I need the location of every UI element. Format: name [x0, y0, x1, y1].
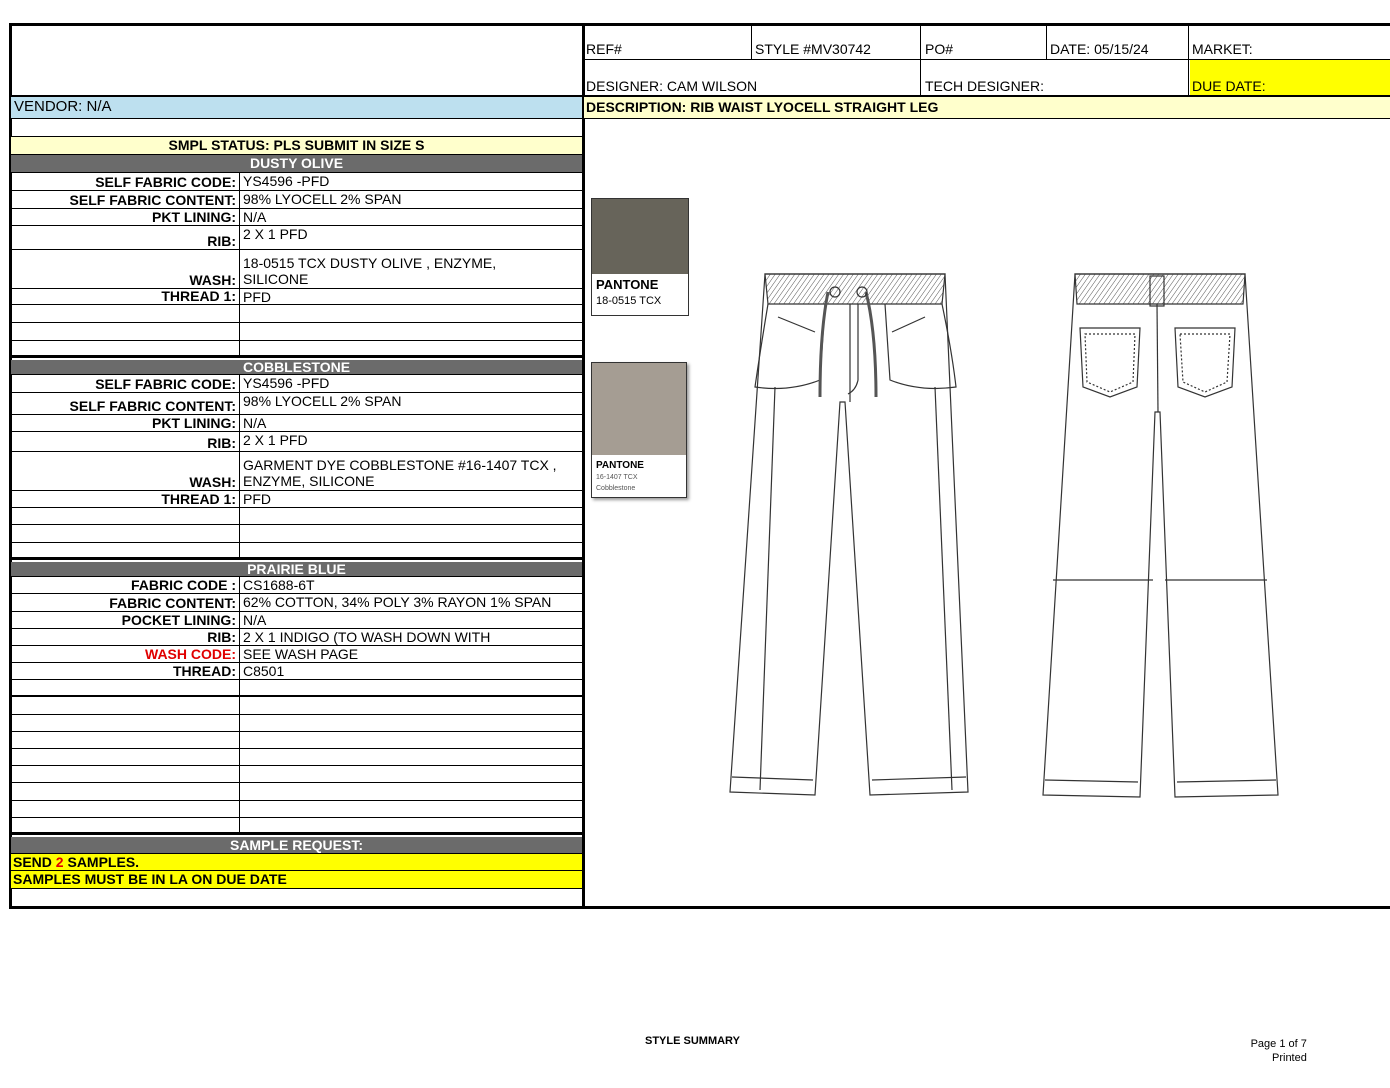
wash-line-1: 18-0515 TCX DUSTY OLIVE , ENZYME,: [243, 255, 497, 271]
table-row: [11, 594, 582, 612]
page-number: Page 1 of 7: [1250, 1038, 1307, 1050]
pantone-code: 18-0515 TCX: [596, 295, 662, 307]
table-row: [11, 191, 582, 209]
vendor-line: [9, 118, 582, 119]
sample-request-title: SAMPLE REQUEST:: [229, 837, 363, 853]
empty-row: [11, 323, 582, 341]
table-row: [11, 491, 582, 508]
row-value: CS1688-6T: [243, 577, 315, 593]
row-label: SELF FABRIC CONTENT:: [11, 393, 240, 414]
empty-row: [11, 525, 582, 543]
header-vline-1: [751, 23, 752, 59]
empty-row: [11, 715, 582, 732]
empty-row: [11, 543, 582, 560]
row-value: 98% LYOCELL 2% SPAN: [243, 393, 402, 409]
table-row: [11, 612, 582, 629]
table-row: [11, 452, 582, 491]
front-view-sketch: [720, 262, 980, 802]
color-chip: [592, 199, 688, 274]
row-value: [241, 452, 582, 490]
footer-page-info: [1239, 1037, 1307, 1065]
main-divider: [582, 23, 585, 909]
table-row: [11, 432, 582, 452]
empty-row: [11, 818, 582, 835]
row-value: YS4596 -PFD: [243, 173, 330, 189]
row-value: PFD: [243, 289, 271, 305]
row-value: 2 X 1 PFD: [243, 432, 308, 448]
pantone-swatch-cobblestone: [591, 362, 687, 498]
row-label: SELF FABRIC CODE:: [11, 173, 240, 190]
table-row: [11, 250, 582, 289]
row-label: THREAD 1:: [11, 491, 240, 507]
row-value: SEE WASH PAGE: [243, 646, 359, 662]
po-label: PO#: [925, 41, 954, 57]
footer-title: STYLE SUMMARY: [645, 1035, 740, 1047]
table-row: [11, 173, 582, 191]
row-value: 2 X 1 INDIGO (TO WASH DOWN WITH: [243, 629, 491, 645]
color-chip: [592, 363, 686, 455]
section-title: PRAIRIE BLUE: [247, 561, 346, 577]
table-row: [11, 375, 582, 393]
market-label: MARKET:: [1192, 41, 1253, 57]
empty-row: [11, 305, 582, 323]
designer-label: DESIGNER: CAM WILSON: [586, 78, 758, 94]
spacer-row: [11, 121, 582, 137]
status-row: [11, 137, 582, 155]
empty-row: [11, 697, 582, 715]
pantone-color-name: Cobblestone: [596, 485, 636, 492]
empty-row: [11, 680, 582, 697]
row-label: WASH:: [11, 250, 240, 288]
row-value: YS4596 -PFD: [243, 375, 330, 391]
tech-designer-label: TECH DESIGNER:: [925, 78, 1045, 94]
section-header-prairie-blue: [11, 562, 582, 577]
pantone-brand: PANTONE: [596, 460, 644, 471]
empty-row: [11, 801, 582, 818]
row-label: FABRIC CODE :: [11, 577, 240, 593]
wash-line-2: SILICONE: [243, 271, 309, 287]
header-line-3: [582, 118, 1390, 119]
sample-request-text: SAMPLES.: [63, 854, 140, 870]
row-value: N/A: [243, 209, 267, 225]
pantone-code: 16-1407 TCX: [596, 474, 638, 481]
row-value: N/A: [243, 612, 267, 628]
wash-line-1: GARMENT DYE COBBLESTONE #16-1407 TCX ,: [243, 457, 557, 473]
table-row: [11, 393, 582, 415]
wash-line-2: ENZYME, SILICONE: [243, 473, 375, 489]
row-value: [241, 250, 582, 288]
table-row: [11, 415, 582, 432]
sample-request-line-1: [11, 854, 582, 871]
table-row: [11, 226, 582, 250]
row-label: FABRIC CONTENT:: [11, 594, 240, 611]
header-vline-4: [1188, 23, 1189, 95]
sample-count: 2: [55, 854, 64, 870]
sample-request-text: SEND: [13, 854, 56, 870]
due-date-field: DUE DATE:: [1190, 60, 1390, 95]
empty-row: [11, 732, 582, 749]
row-label: RIB:: [11, 432, 240, 451]
sample-request-line-2: SAMPLES MUST BE IN LA ON DUE DATE: [11, 871, 582, 889]
section-title: DUSTY OLIVE: [249, 155, 344, 171]
table-row: [11, 577, 582, 594]
row-label: RIB:: [11, 226, 240, 249]
back-view-sketch: [1035, 262, 1285, 802]
style-number: STYLE #MV30742: [755, 41, 871, 57]
row-label: WASH:: [11, 452, 240, 490]
table-row: [11, 289, 582, 305]
vendor-band: VENDOR: N/A: [11, 97, 582, 118]
header-vline-3: [1046, 23, 1047, 59]
table-row: [11, 629, 582, 646]
row-value: C8501: [243, 663, 285, 679]
section-title: COBBLESTONE: [242, 359, 351, 375]
row-label: THREAD 1:: [11, 289, 240, 304]
table-row: [11, 646, 582, 663]
section-header-cobblestone: [11, 360, 582, 375]
row-value: 98% LYOCELL 2% SPAN: [243, 191, 402, 207]
date-label: DATE: 05/15/24: [1050, 41, 1149, 57]
ref-label: REF#: [586, 41, 622, 57]
sample-request-header: [11, 837, 582, 854]
row-label: RIB:: [11, 629, 240, 645]
row-value: 2 X 1 PFD: [243, 226, 308, 242]
row-label: POCKET LINING:: [11, 612, 240, 628]
header-vline-2: [920, 23, 921, 95]
empty-row: [11, 749, 582, 766]
row-label: PKT LINING:: [11, 415, 240, 431]
pantone-brand: PANTONE: [596, 277, 659, 292]
section-header-dusty-olive: [11, 155, 582, 173]
table-row: [11, 209, 582, 226]
row-value: PFD: [243, 491, 271, 507]
printed-label: Printed: [1272, 1052, 1307, 1064]
description-band: DESCRIPTION: RIB WAIST LYOCELL STRAIGHT LEG: [584, 97, 1390, 118]
empty-row: [11, 783, 582, 801]
row-label: WASH CODE:: [11, 646, 240, 662]
empty-row: [11, 766, 582, 783]
empty-row: [11, 341, 582, 358]
row-value: N/A: [243, 415, 267, 431]
row-label: SELF FABRIC CONTENT:: [11, 191, 240, 208]
row-label: SELF FABRIC CODE:: [11, 375, 240, 392]
row-label: THREAD:: [11, 663, 240, 679]
empty-row: [11, 508, 582, 525]
sample-status: SMPL STATUS: PLS SUBMIT IN SIZE S: [168, 137, 425, 153]
table-row: [11, 663, 582, 680]
row-value: 62% COTTON, 34% POLY 3% RAYON 1% SPAN: [243, 594, 552, 610]
row-label: PKT LINING:: [11, 209, 240, 225]
pantone-swatch-dusty-olive: [591, 198, 689, 316]
